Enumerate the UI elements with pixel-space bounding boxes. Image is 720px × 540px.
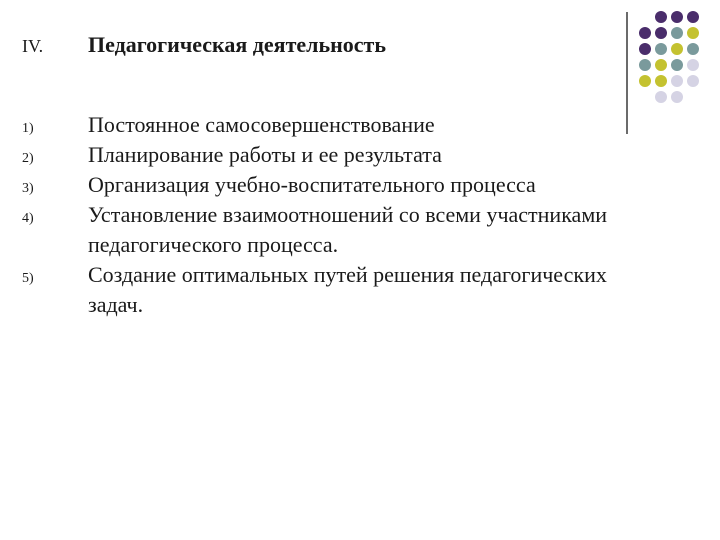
- decorative-dot: [655, 43, 667, 55]
- list-item-number: 3): [22, 181, 34, 196]
- list-item-number: 5): [22, 271, 34, 286]
- list-item-text: Постоянное самосовершенствование: [88, 112, 435, 137]
- decorative-dot: [655, 27, 667, 39]
- title-row: [22, 32, 386, 58]
- decorative-dot: [639, 27, 651, 39]
- list-item: [22, 260, 662, 320]
- numbered-list: [22, 110, 662, 320]
- decorative-dot: [639, 91, 651, 103]
- decorative-dot: [671, 27, 683, 39]
- decorative-dot: [639, 59, 651, 71]
- list-item-number: 1): [22, 121, 34, 136]
- decorative-dot: [687, 43, 699, 55]
- list-item: [22, 110, 662, 140]
- decorative-dot: [687, 91, 699, 103]
- decorative-dot: [639, 43, 651, 55]
- title-number: IV.: [22, 36, 44, 56]
- decorative-dot: [655, 75, 667, 87]
- list-item: [22, 140, 662, 170]
- list-item-text: Планирование работы и ее результата: [88, 142, 442, 167]
- decorative-dot-grid: [639, 11, 699, 103]
- decorative-dot: [639, 11, 651, 23]
- list-item: [22, 200, 662, 260]
- decorative-dot: [655, 91, 667, 103]
- decorative-dot: [671, 59, 683, 71]
- decorative-dot: [655, 11, 667, 23]
- decorative-dot: [671, 91, 683, 103]
- decorative-dot: [687, 59, 699, 71]
- decorative-dot: [671, 11, 683, 23]
- list-item: [22, 170, 662, 200]
- decorative-dot: [655, 59, 667, 71]
- list-item-text: Установление взаимоотношений со всеми участниками педагогического процесса.: [88, 202, 608, 257]
- list-item-number: 2): [22, 151, 34, 166]
- page-title: Педагогическая деятельность: [88, 32, 386, 57]
- decorative-dot: [687, 75, 699, 87]
- list-item-text: Организация учебно-воспитательного процесса: [88, 172, 536, 197]
- list-item-text: Создание оптимальных путей решения педагогических задач.: [88, 262, 607, 317]
- decorative-dot: [671, 43, 683, 55]
- decorative-dot: [639, 75, 651, 87]
- decorative-dot: [687, 27, 699, 39]
- list-item-number: 4): [22, 211, 34, 226]
- decorative-dot: [671, 75, 683, 87]
- decorative-dot: [687, 11, 699, 23]
